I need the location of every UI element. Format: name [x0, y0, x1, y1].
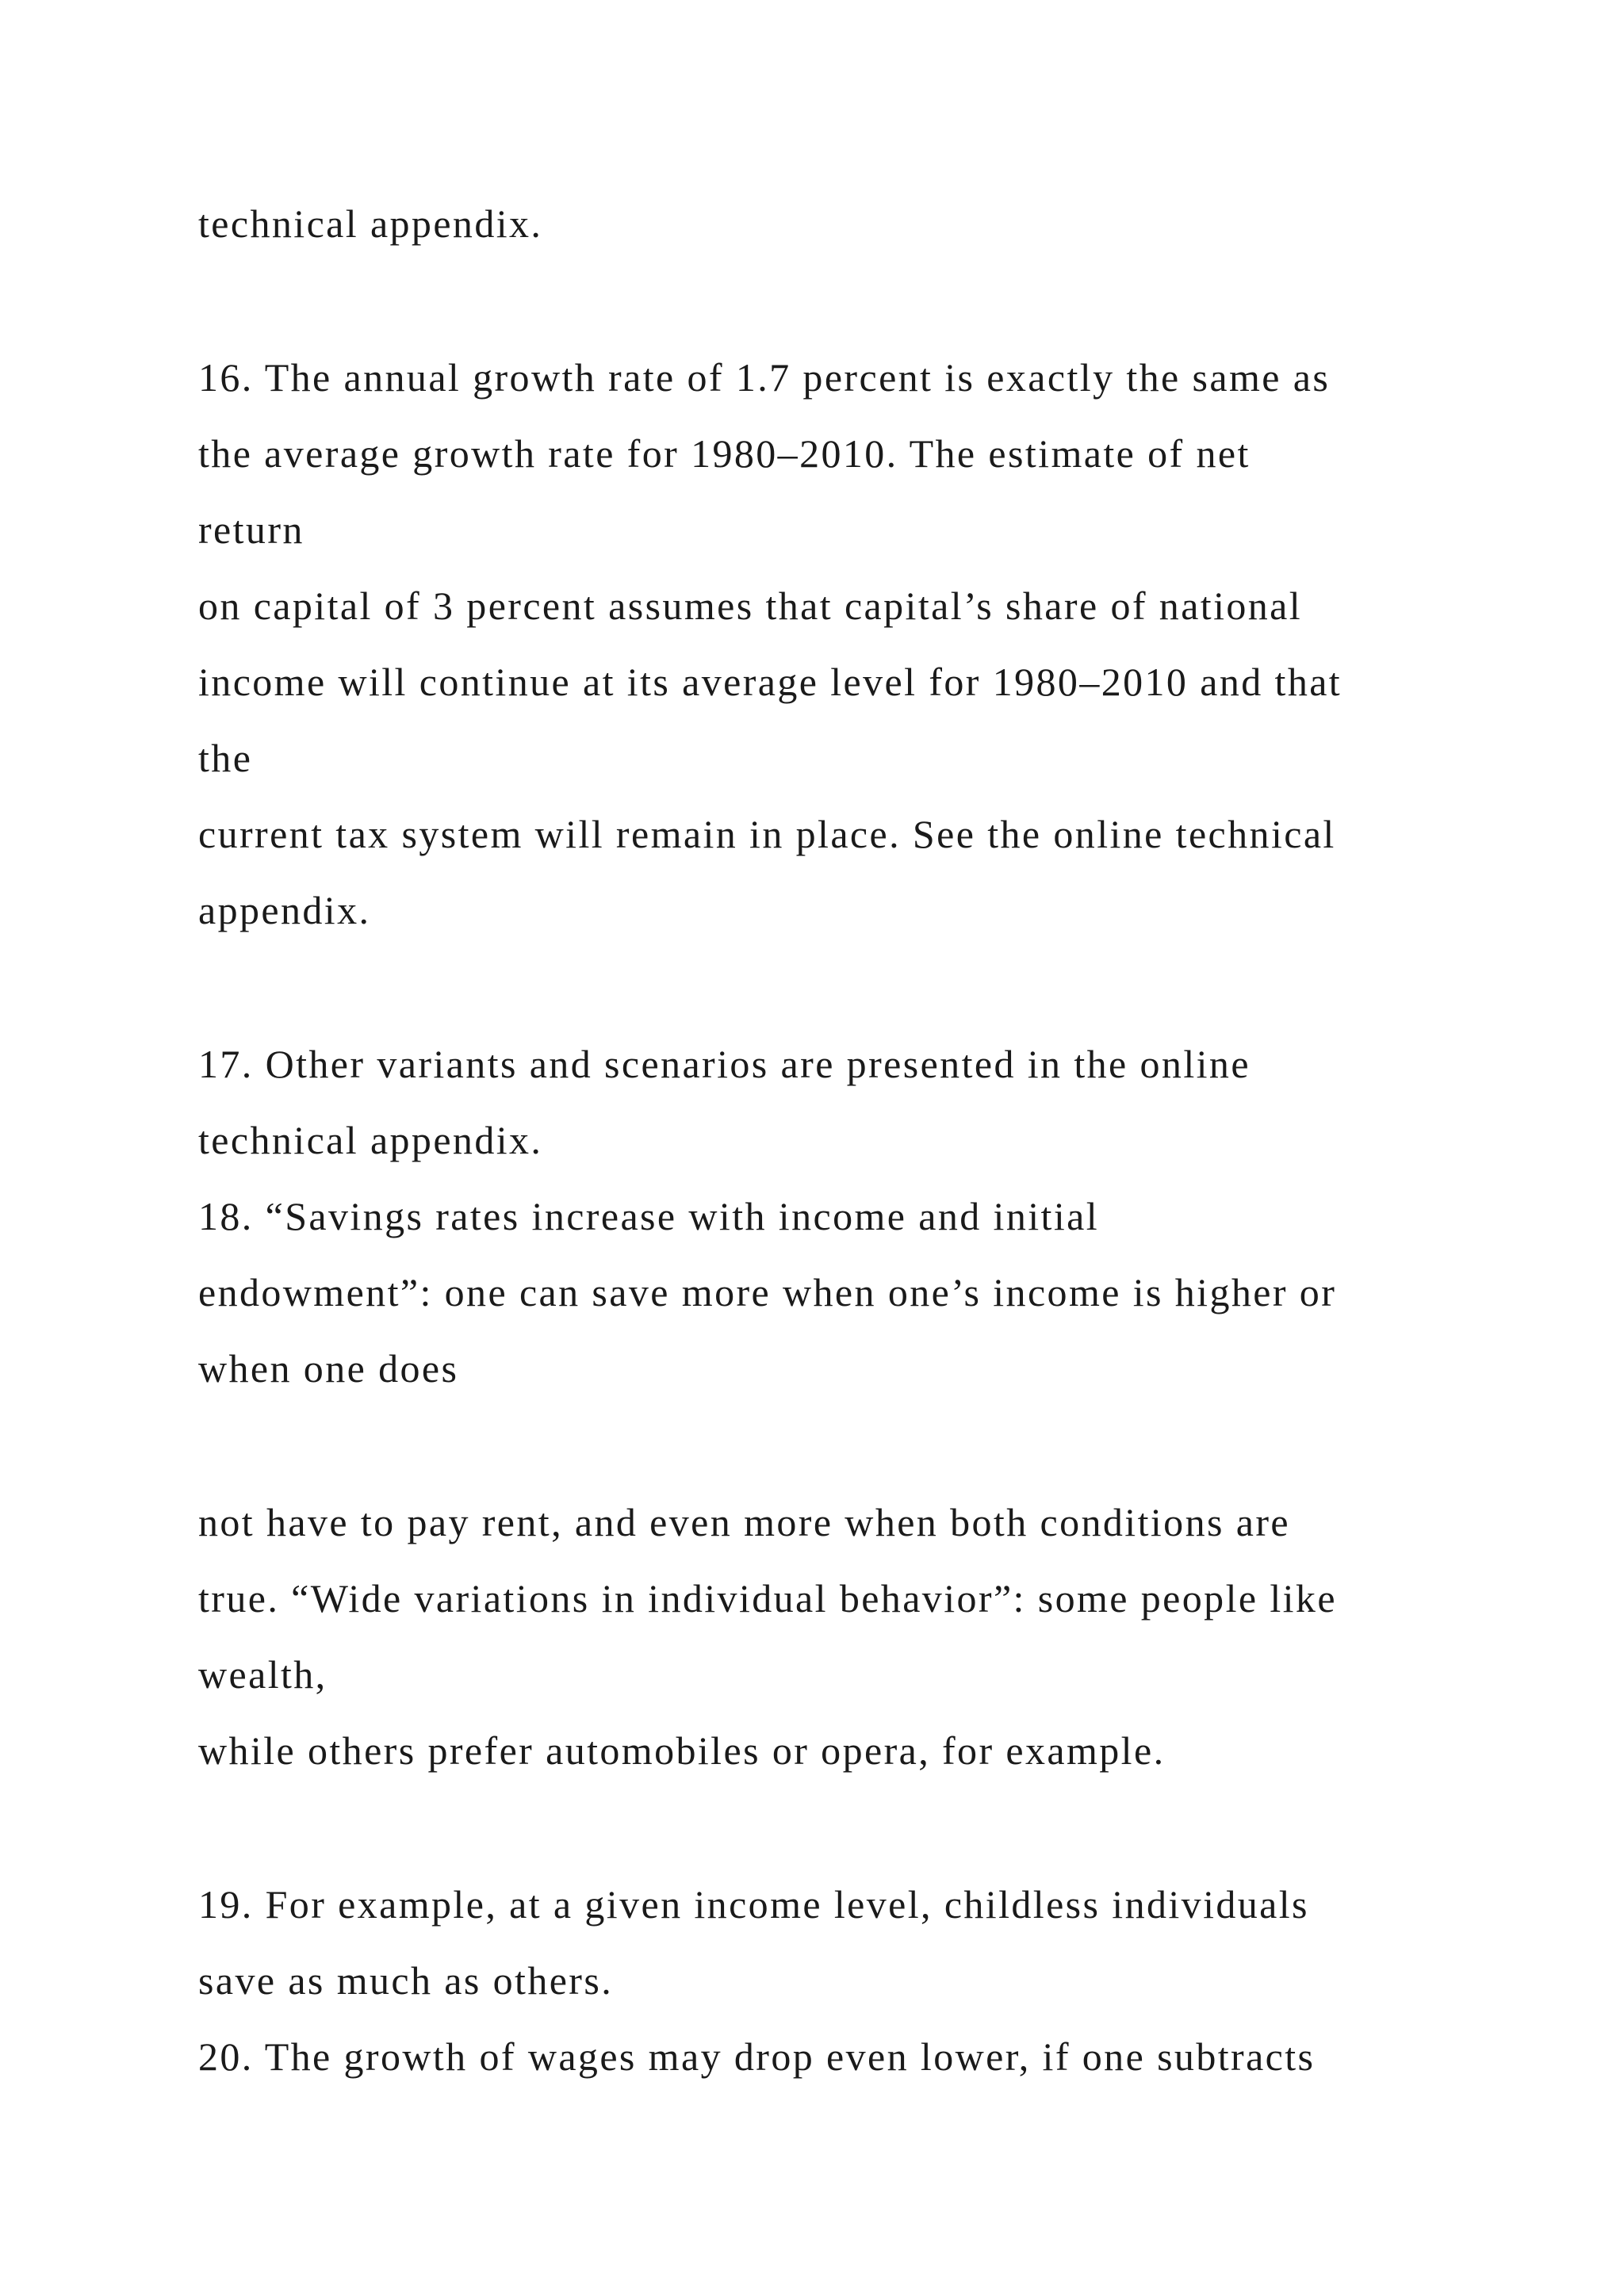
text-line: technical appendix. [198, 1118, 543, 1162]
text-line: while others prefer automobiles or opera, for example. [198, 1728, 1166, 1773]
text-line: 17. Other variants and scenarios are presented in the online [198, 1042, 1251, 1086]
text-line: not have to pay rent, and even more when both conditions are [198, 1500, 1290, 1544]
text-line: true. “Wide variations in individual behavior”: some people like [198, 1576, 1337, 1621]
text-line: 16. The annual growth rate of 1.7 percent is exactly the same as [198, 355, 1331, 400]
text-line: income will continue at its average level for 1980–2010 and that [198, 660, 1342, 704]
text-line: the [198, 736, 253, 780]
text-line: wealth, [198, 1652, 327, 1697]
text-line: 20. The growth of wages may drop even lower, if one subtracts [198, 2034, 1316, 2079]
text-line: 18. “Savings rates increase with income and initial [198, 1194, 1099, 1238]
text-line: 19. For example, at a given income level, childless individuals [198, 1882, 1309, 1927]
text-line: endowment”: one can save more when one’s income is higher or [198, 1270, 1337, 1314]
text-line: on capital of 3 percent assumes that capital’s share of national [198, 584, 1303, 628]
text-line: save as much as others. [198, 1958, 614, 2003]
text-line: appendix. [198, 888, 371, 932]
text-line: technical appendix. [198, 201, 543, 246]
text-line: return [198, 507, 304, 552]
text-line: the average growth rate for 1980–2010. The estimate of net [198, 431, 1251, 476]
text-line: current tax system will remain in place. See the online technical [198, 812, 1336, 856]
text-line: when one does [198, 1346, 459, 1391]
